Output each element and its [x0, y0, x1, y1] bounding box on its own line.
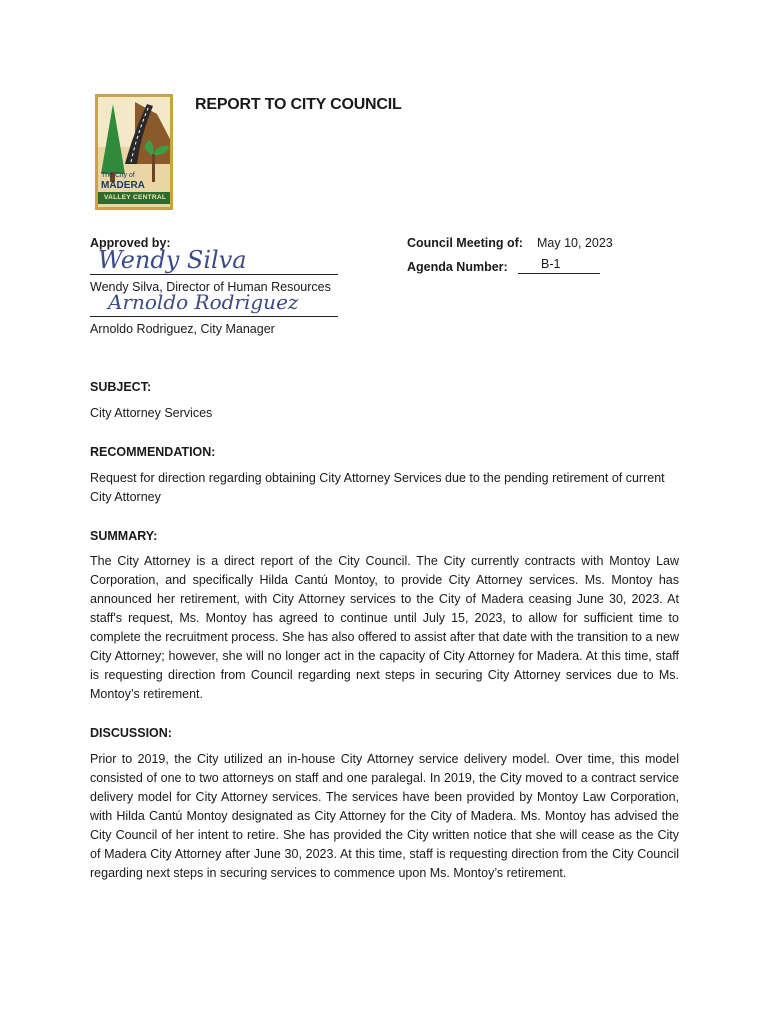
approved-by-label: Approved by: — [90, 236, 171, 250]
agenda-number-value: B-1 — [541, 257, 561, 271]
discussion-text: Prior to 2019, the City utilized an in-house City Attorney service delivery model. Over time, this model consisted of one to two attorneys on staff and one paralegal. In 2019, the City moved to a contract service delivery model for City Attorney services. The services have been provided by Montoy Law Corporation, with Hilda Cantú Montoy designated as City Attorney for the City of Madera. Ms. Montoy has advised the City Council of her intent to retire. She has provided the City written notice that she will cease as the City of Madera City Attorney after June 30, 2023. At this time, staff is requesting direction from the City Council regarding next steps in securing services to commence upon Ms. Montoy’s retirement. — [90, 752, 679, 880]
agenda-number-label: Agenda Number: — [407, 260, 508, 274]
city-of-madera-logo — [95, 94, 173, 210]
page-title: REPORT TO CITY COUNCIL — [195, 96, 402, 113]
council-meeting-date: May 10, 2023 — [537, 236, 613, 250]
logo-city-of-text: The City of — [101, 172, 135, 179]
summary-text: The City Attorney is a direct report of the City Council. The City currently contracts with Montoy Law Corporation, and specifically Hilda Cantú Montoy, to provide City Attorney services. Ms. Montoy has announced her retirement, with City Attorney services to the City of Madera ceasing June 30, 2023. At staff's request, Ms. Montoy has agreed to continue until July 15, 2023, to allow for sufficient time to complete the recruitment process. She has also offered to assist after that date with the transition to a new City Attorney; however, she will no longer act in the capacity of City Attorney for Madera. At this time, staff is requesting direction from Council regarding next steps in securing City Attorney services due to Ms. Montoy’s retirement. — [90, 554, 679, 701]
subject-heading: SUBJECT: — [90, 380, 152, 394]
discussion-heading: DISCUSSION: — [90, 726, 172, 740]
recommendation-text: Request for direction regarding obtaining City Attorney Services due to the pending retirement of current City Attorney — [90, 471, 665, 504]
signature-wendy-silva: Wendy Silva — [98, 246, 247, 274]
signer2-caption: Arnoldo Rodriguez, City Manager — [90, 322, 275, 336]
signature-line-1 — [90, 274, 338, 275]
logo-madera-text: MADERA — [101, 180, 145, 191]
agenda-number-line — [518, 273, 600, 274]
subject-text: City Attorney Services — [90, 406, 213, 420]
logo-banner-text: VALLEY CENTRAL — [104, 194, 167, 201]
signer1-caption: Wendy Silva, Director of Human Resources — [90, 280, 331, 294]
signature-arnoldo-rodriguez: Arnoldo Rodriguez — [108, 290, 299, 314]
council-meeting-label: Council Meeting of: — [407, 236, 523, 250]
signature-line-2 — [90, 316, 338, 317]
summary-heading: SUMMARY: — [90, 529, 158, 543]
recommendation-heading: RECOMMENDATION: — [90, 445, 216, 459]
